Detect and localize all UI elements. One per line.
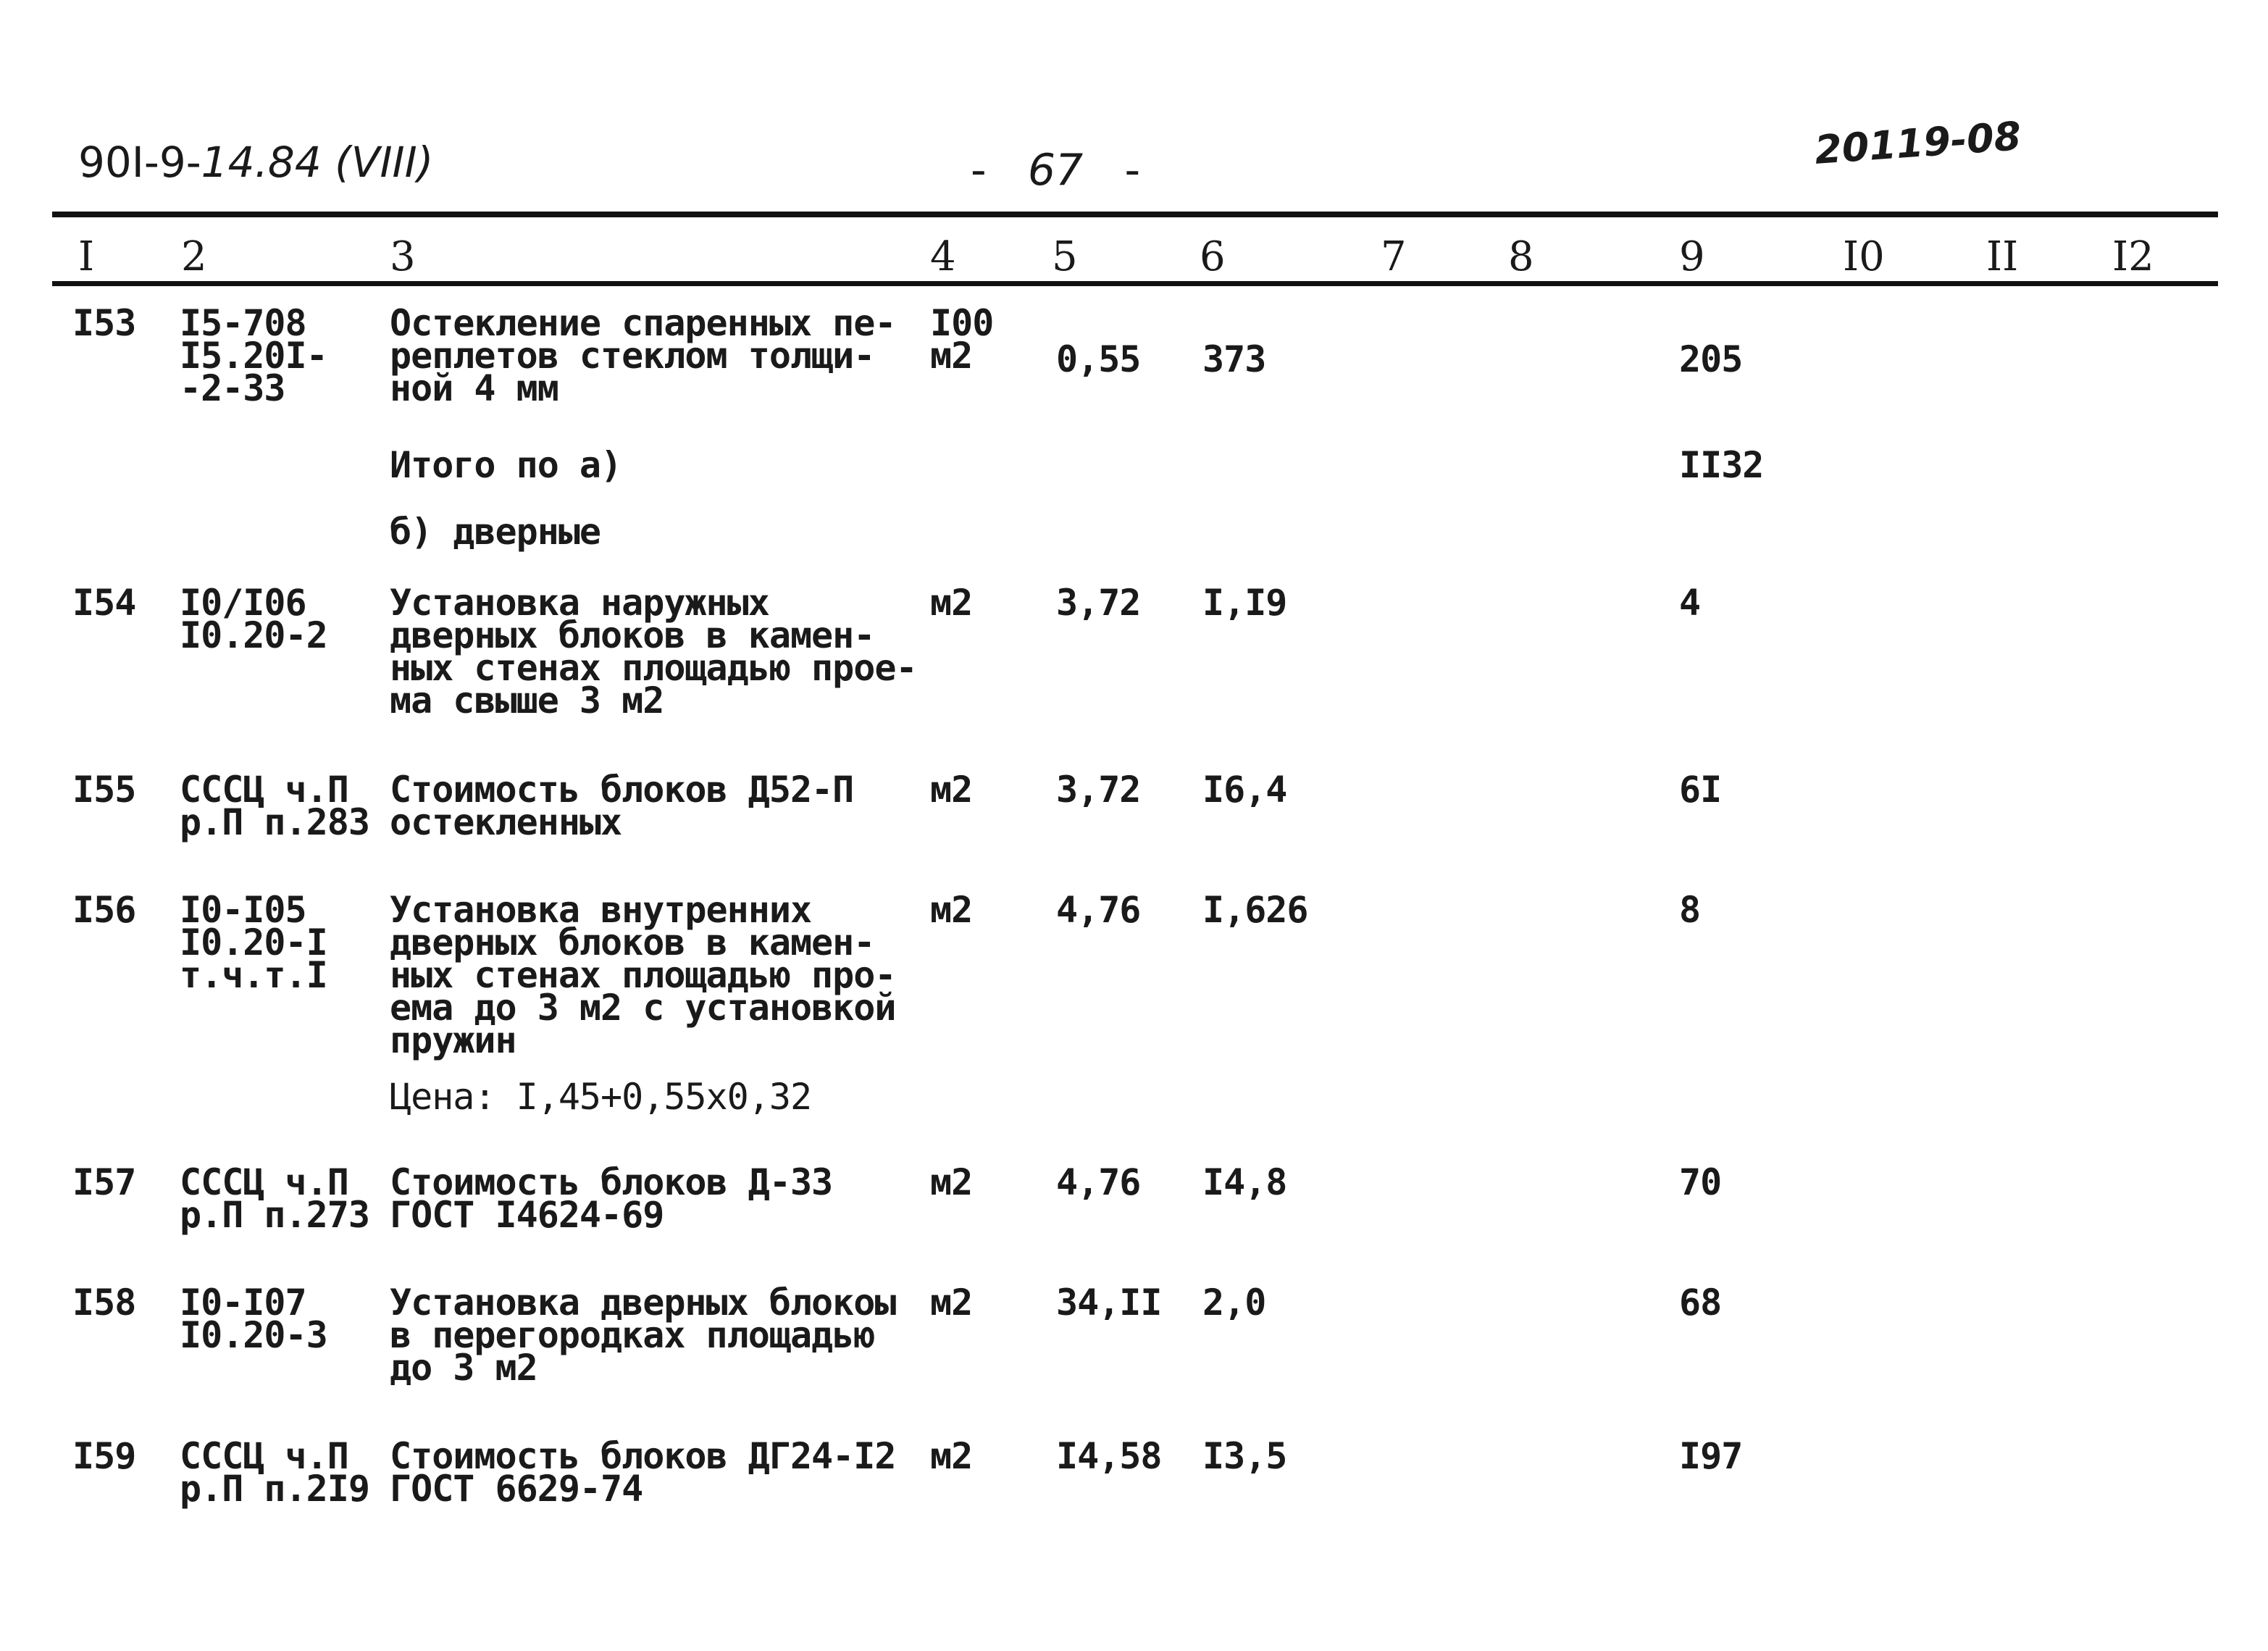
page-number [971, 145, 1140, 196]
table-header-rule [52, 281, 2218, 286]
row-price: 373 [1202, 338, 1266, 380]
row-code: I0-I07 I0.20-3 [180, 1282, 327, 1356]
row-unit: м2 [930, 769, 973, 811]
row-number: I57 [72, 1161, 136, 1203]
row-price-formula: Цена: I,45+0,55х0,32 [390, 1076, 812, 1118]
row-number: I59 [72, 1435, 136, 1477]
row-price: I6,4 [1202, 769, 1287, 811]
document-code-typed: 90I-9- [78, 138, 201, 187]
row-description: Установка дверных блокоы в перегородках площадью до 3 м2 [390, 1282, 896, 1389]
row-quantity: 0,55 [1056, 338, 1141, 380]
row-code: СССЦ ч.П р.П п.273 [180, 1161, 369, 1236]
row-code: I0-I05 I0.20-I т.ч.т.I [180, 889, 327, 996]
row-total: 70 [1679, 1161, 1722, 1203]
column-header-8: 8 [1508, 233, 1534, 280]
row-total: 4 [1679, 582, 1701, 624]
page-dash-left: - [971, 145, 987, 196]
row-unit: м2 [930, 1282, 973, 1324]
row-total: II32 [1679, 444, 1764, 486]
row-total: I97 [1679, 1435, 1743, 1477]
row-unit: I00 м2 [930, 302, 994, 377]
page-dash-right: - [1124, 145, 1141, 196]
column-header-6: 6 [1200, 233, 1226, 280]
row-price: I,626 [1202, 889, 1308, 931]
row-quantity: 34,II [1056, 1282, 1162, 1324]
row-unit: м2 [930, 1161, 973, 1203]
row-unit: м2 [930, 582, 973, 624]
row-number: I55 [72, 769, 136, 811]
row-quantity: I4,58 [1056, 1435, 1162, 1477]
row-description: Итого по а) [390, 444, 622, 486]
column-header-10: I0 [1843, 233, 1885, 280]
row-total: 6I [1679, 769, 1722, 811]
row-total: 205 [1679, 338, 1743, 380]
row-price: I4,8 [1202, 1161, 1287, 1203]
column-header-5: 5 [1052, 233, 1078, 280]
row-description: Установка наружных дверных блоков в камен- ных стенах площадью прое- ма свыше 3 м2 [390, 582, 917, 722]
column-header-1: I [78, 233, 95, 280]
row-code: СССЦ ч.П р.П п.283 [180, 769, 369, 843]
row-description: Стоимость блоков Д-33 ГОСТ I4624-69 [390, 1161, 833, 1236]
column-header-12: I2 [2112, 233, 2154, 280]
row-number: I54 [72, 582, 136, 624]
row-description: б) дверные [390, 511, 601, 553]
row-quantity: 4,76 [1056, 1161, 1141, 1203]
row-description: Установка внутренних дверных блоков в камен- ных стенах площадью про- ема до 3 м2 с установкой пружин [390, 889, 896, 1061]
row-code: I5-708 I5.20I- -2-33 [180, 302, 327, 409]
row-quantity: 3,72 [1056, 582, 1141, 624]
row-price: 2,0 [1202, 1282, 1266, 1324]
row-code: СССЦ ч.П р.П п.2I9 [180, 1435, 369, 1510]
column-header-2: 2 [181, 233, 207, 280]
row-unit: м2 [930, 1435, 973, 1477]
row-price: I3,5 [1202, 1435, 1287, 1477]
table-top-rule [52, 212, 2218, 217]
column-header-4: 4 [930, 233, 956, 280]
row-number: I53 [72, 302, 136, 344]
row-total: 68 [1679, 1282, 1722, 1324]
row-number: I58 [72, 1282, 136, 1324]
row-quantity: 4,76 [1056, 889, 1141, 931]
column-header-11: II [1986, 233, 2019, 280]
row-description: Стоимость блоков ДГ24-I2 ГОСТ 6629-74 [390, 1435, 896, 1510]
row-total: 8 [1679, 889, 1701, 931]
row-description: Стоимость блоков Д52-П остекленных [390, 769, 854, 843]
row-quantity: 3,72 [1056, 769, 1141, 811]
column-header-9: 9 [1679, 233, 1705, 280]
row-code: I0/I06 I0.20-2 [180, 582, 327, 656]
document-code [78, 138, 433, 187]
page-number-value: 67 [1027, 145, 1084, 196]
row-price: I,I9 [1202, 582, 1287, 624]
document-code-handwritten: 14.84 (VIII) [201, 138, 434, 187]
row-number: I56 [72, 889, 136, 931]
column-header-3: 3 [390, 233, 416, 280]
column-header-7: 7 [1381, 233, 1407, 280]
row-unit: м2 [930, 889, 973, 931]
row-description: Остекление спаренных пе- реплетов стеклом толщи- ной 4 мм [390, 302, 896, 409]
sheet-code: 20119-08 [1813, 113, 2023, 173]
